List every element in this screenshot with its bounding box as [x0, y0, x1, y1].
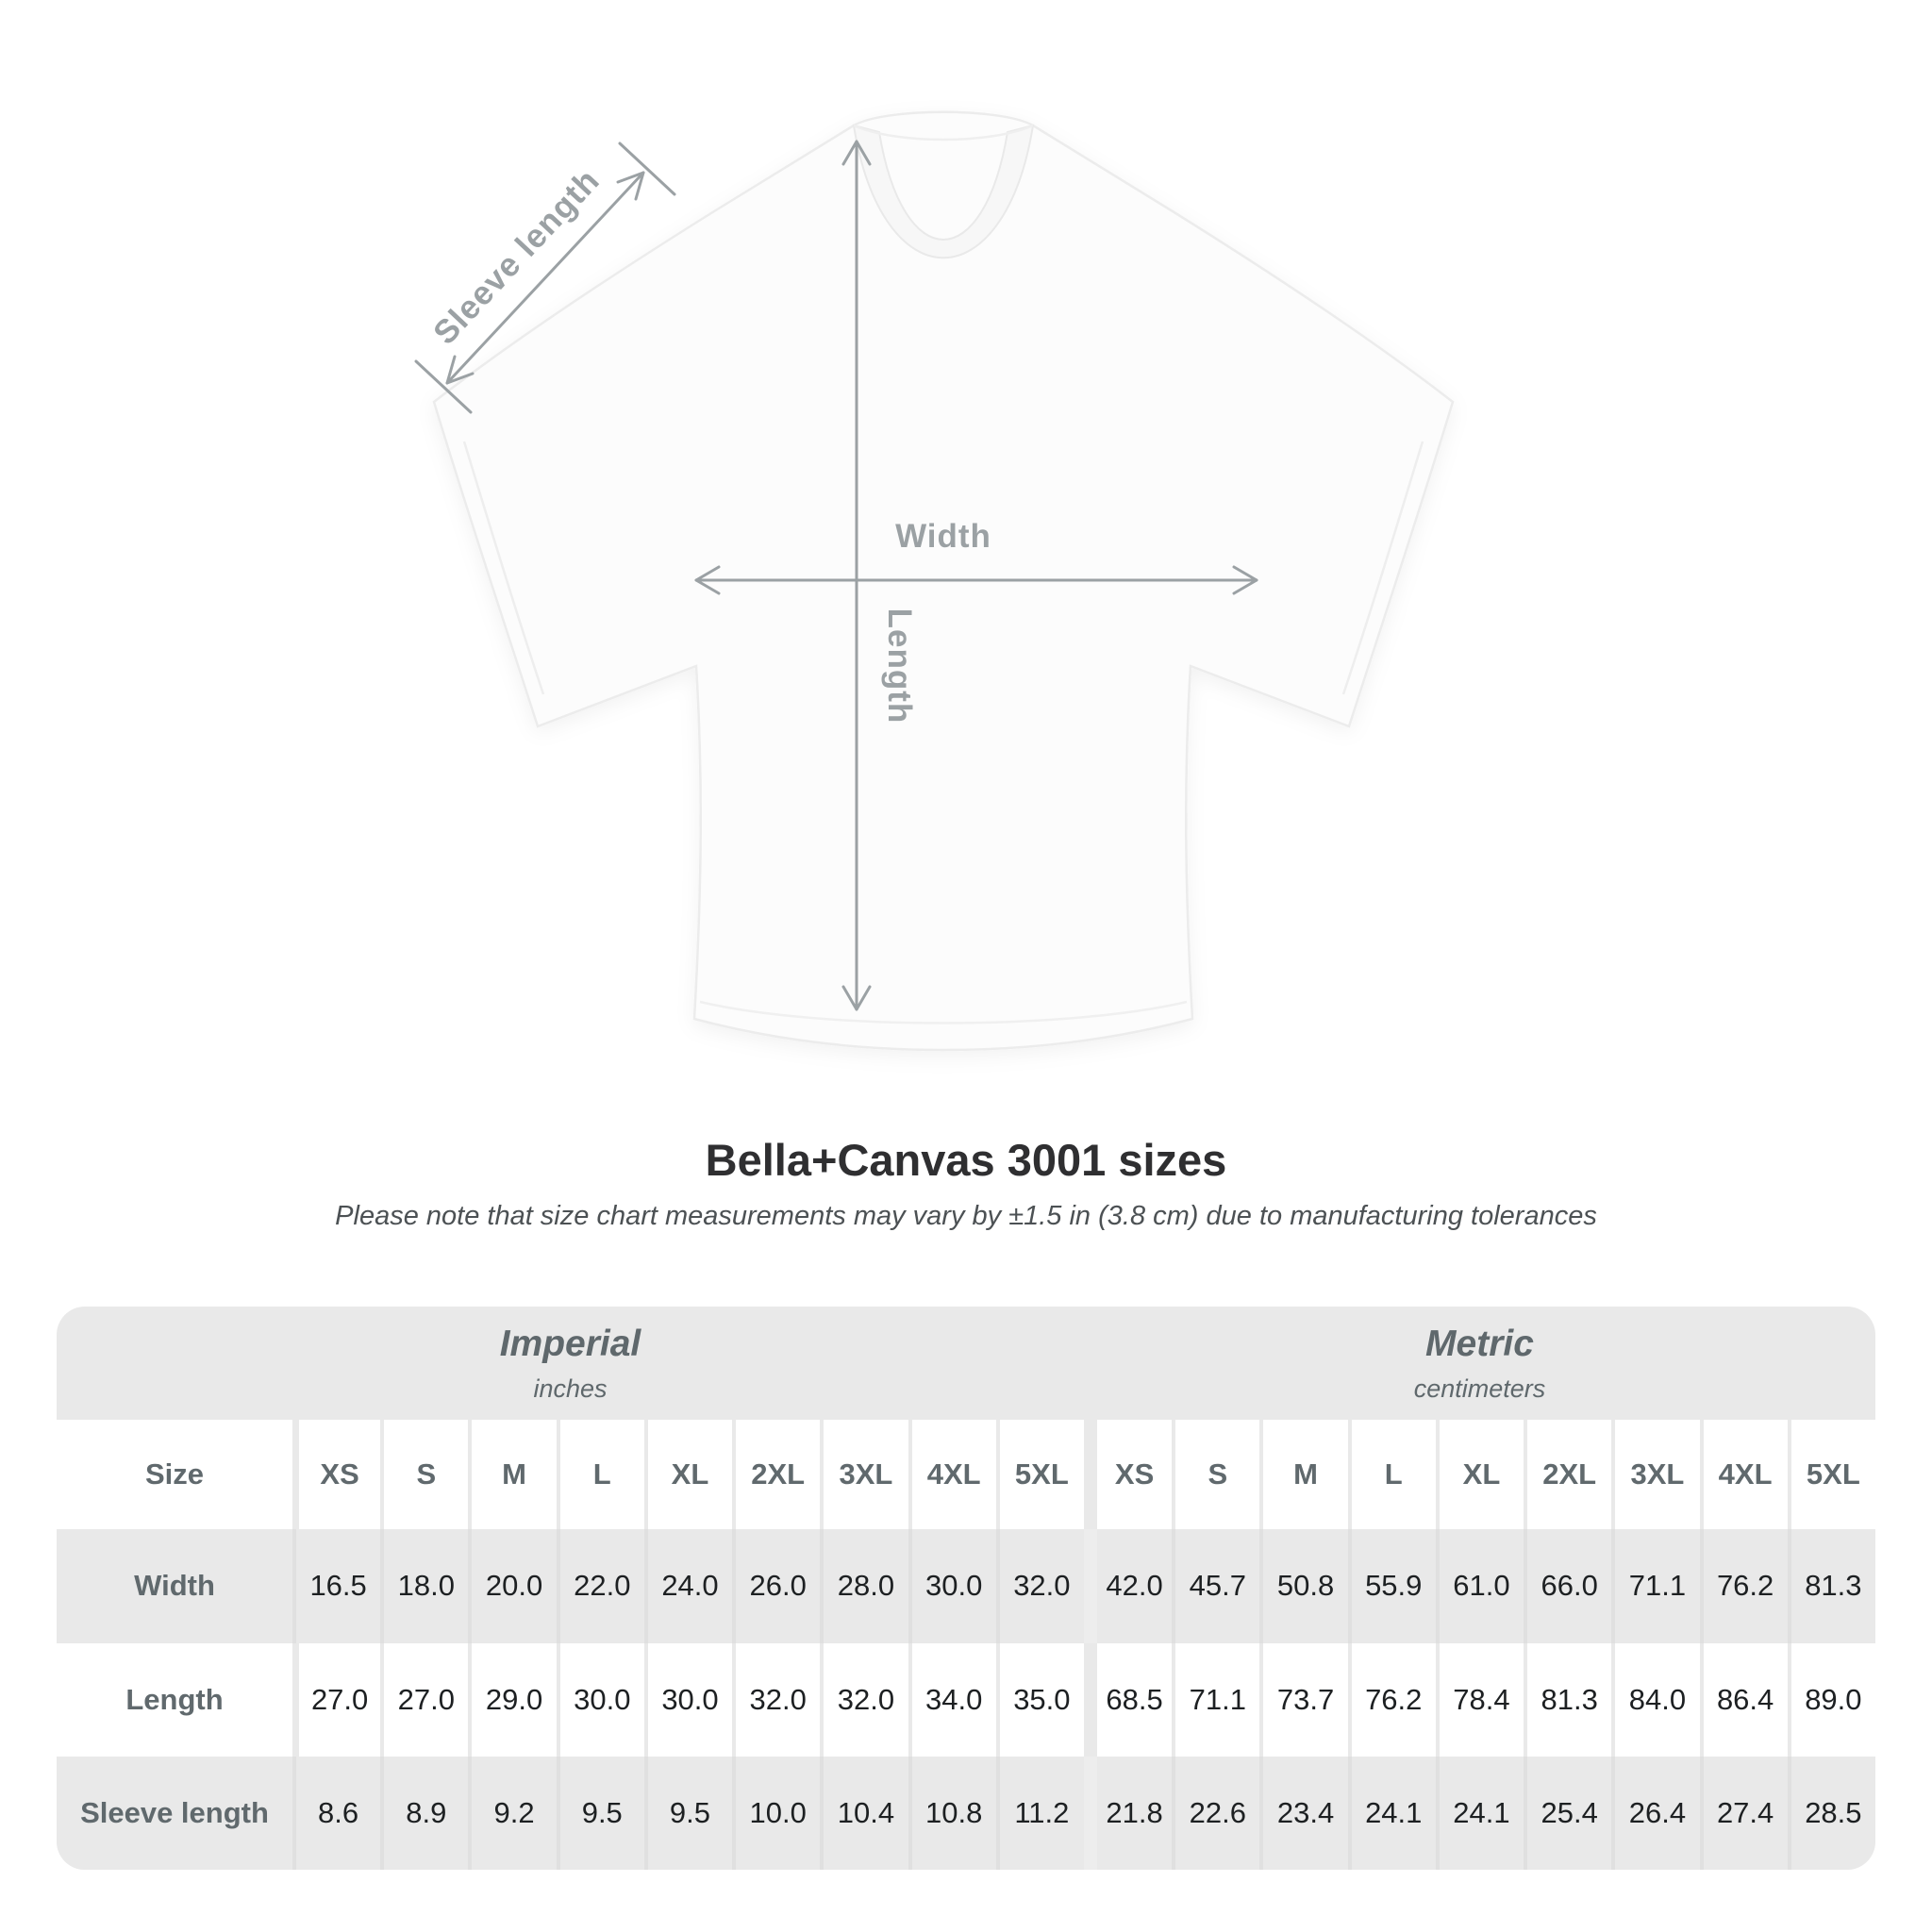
value-cell: 32.0 — [732, 1643, 820, 1757]
value-cell: 9.5 — [644, 1757, 732, 1870]
value-cell: 28.0 — [820, 1529, 908, 1642]
metric-units-cell — [1084, 1307, 1875, 1420]
value-cell: 21.8 — [1084, 1757, 1172, 1870]
size-header-cell: XS — [292, 1420, 380, 1529]
value-cell: 9.2 — [468, 1757, 556, 1870]
imperial-label: Imperial — [499, 1323, 641, 1364]
value-cell: 61.0 — [1436, 1529, 1524, 1642]
size-header-cell: 5XL — [1788, 1420, 1875, 1529]
size-header-cell: XL — [1436, 1420, 1524, 1529]
width-row — [57, 1529, 1875, 1642]
size-table — [57, 1307, 1875, 1870]
length-label: Length — [881, 608, 918, 724]
size-header-cell: XL — [644, 1420, 732, 1529]
value-cell: 30.0 — [557, 1643, 644, 1757]
value-cell: 25.4 — [1524, 1757, 1611, 1870]
row-label: Length — [57, 1643, 292, 1757]
value-cell: 71.1 — [1611, 1529, 1699, 1642]
size-header-row — [57, 1420, 1875, 1529]
value-cell: 24.1 — [1348, 1757, 1436, 1870]
value-cell: 81.3 — [1524, 1643, 1611, 1757]
value-cell: 8.6 — [292, 1757, 380, 1870]
size-header-cell: L — [557, 1420, 644, 1529]
value-cell: 24.0 — [644, 1529, 732, 1642]
value-cell: 76.2 — [1348, 1643, 1436, 1757]
value-cell: 34.0 — [908, 1643, 996, 1757]
value-cell: 81.3 — [1788, 1529, 1875, 1642]
value-cell: 28.5 — [1788, 1757, 1875, 1870]
value-cell: 78.4 — [1436, 1643, 1524, 1757]
value-cell: 27.4 — [1700, 1757, 1788, 1870]
value-cell: 20.0 — [468, 1529, 556, 1642]
row-label: Sleeve length — [57, 1757, 292, 1870]
size-header-cell: M — [468, 1420, 556, 1529]
size-header-cell: XS — [1084, 1420, 1172, 1529]
value-cell: 42.0 — [1084, 1529, 1172, 1642]
size-column-header: Size — [57, 1420, 292, 1529]
size-header-cell: 2XL — [732, 1420, 820, 1529]
value-cell: 10.8 — [908, 1757, 996, 1870]
value-cell: 9.5 — [557, 1757, 644, 1870]
units-band-row — [57, 1307, 1875, 1420]
value-cell: 26.4 — [1611, 1757, 1699, 1870]
size-header-cell: 5XL — [996, 1420, 1084, 1529]
size-header-cell: S — [380, 1420, 468, 1529]
page-title: Bella+Canvas 3001 sizes — [705, 1135, 1227, 1185]
value-cell: 86.4 — [1700, 1643, 1788, 1757]
value-cell: 16.5 — [292, 1529, 380, 1642]
value-cell: 27.0 — [292, 1643, 380, 1757]
value-cell: 32.0 — [996, 1529, 1084, 1642]
value-cell: 26.0 — [732, 1529, 820, 1642]
sleeve-length-label: Sleeve length — [425, 161, 608, 352]
size-header-cell: 3XL — [1611, 1420, 1699, 1529]
width-label: Width — [895, 518, 991, 555]
metric-sub-label: centimeters — [1413, 1374, 1546, 1403]
length-row — [57, 1643, 1875, 1757]
imperial-units-cell — [57, 1307, 1084, 1420]
metric-label: Metric — [1425, 1323, 1534, 1364]
value-cell: 10.0 — [732, 1757, 820, 1870]
value-cell: 73.7 — [1259, 1643, 1347, 1757]
size-header-cell: 3XL — [820, 1420, 908, 1529]
size-header-cell: 4XL — [908, 1420, 996, 1529]
sleeve-length-row — [57, 1757, 1875, 1870]
value-cell: 68.5 — [1084, 1643, 1172, 1757]
tolerance-note: Please note that size chart measurements may vary by ±1.5 in (3.8 cm) due to manufacturing tolerances — [335, 1201, 1597, 1231]
size-header-cell: 4XL — [1700, 1420, 1788, 1529]
value-cell: 8.9 — [380, 1757, 468, 1870]
value-cell: 22.6 — [1172, 1757, 1259, 1870]
value-cell: 45.7 — [1172, 1529, 1259, 1642]
value-cell: 23.4 — [1259, 1757, 1347, 1870]
value-cell: 35.0 — [996, 1643, 1084, 1757]
imperial-sub-label: inches — [533, 1374, 608, 1403]
value-cell: 29.0 — [468, 1643, 556, 1757]
value-cell: 89.0 — [1788, 1643, 1875, 1757]
value-cell: 30.0 — [644, 1643, 732, 1757]
value-cell: 10.4 — [820, 1757, 908, 1870]
size-header-cell: M — [1259, 1420, 1347, 1529]
size-header-cell: S — [1172, 1420, 1259, 1529]
value-cell: 22.0 — [557, 1529, 644, 1642]
value-cell: 24.1 — [1436, 1757, 1524, 1870]
value-cell: 18.0 — [380, 1529, 468, 1642]
value-cell: 66.0 — [1524, 1529, 1611, 1642]
value-cell: 30.0 — [908, 1529, 996, 1642]
value-cell: 27.0 — [380, 1643, 468, 1757]
size-header-cell: 2XL — [1524, 1420, 1611, 1529]
value-cell: 76.2 — [1700, 1529, 1788, 1642]
row-label: Width — [57, 1529, 292, 1642]
size-table-container — [57, 1307, 1875, 1870]
size-header-cell: L — [1348, 1420, 1436, 1529]
value-cell: 32.0 — [820, 1643, 908, 1757]
value-cell: 55.9 — [1348, 1529, 1436, 1642]
value-cell: 71.1 — [1172, 1643, 1259, 1757]
value-cell: 84.0 — [1611, 1643, 1699, 1757]
value-cell: 11.2 — [996, 1757, 1084, 1870]
value-cell: 50.8 — [1259, 1529, 1347, 1642]
